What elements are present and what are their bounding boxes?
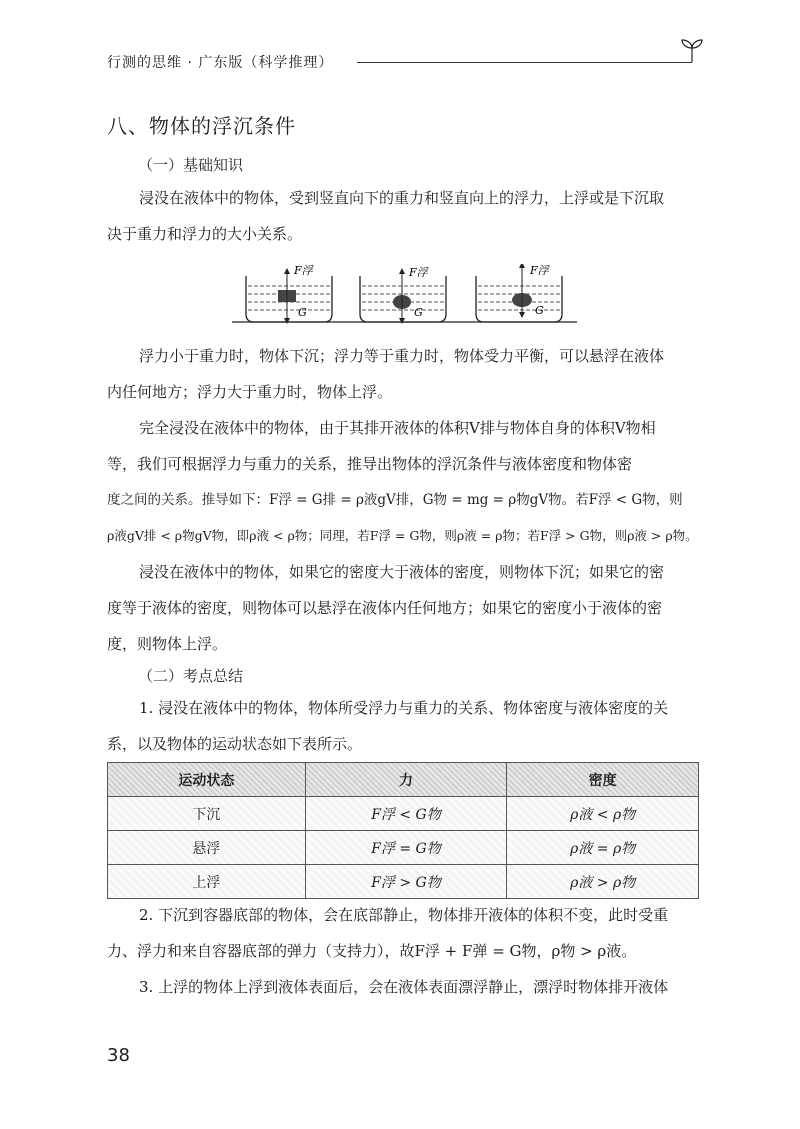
text-line: 等，我们可根据浮力与重力的关系，推导出物体的浮沉条件与液体密度和物体密 [107, 455, 633, 473]
label-buoyant-force-2: F浮 [409, 266, 428, 279]
table-header-cell: 密度 [507, 763, 699, 797]
page-number: 38 [107, 1045, 130, 1066]
paragraph-5 [107, 690, 703, 762]
table-header-cell: 运动状态 [108, 763, 306, 797]
subsection-basic-knowledge: （一）基础知识 [138, 156, 244, 174]
text-line: 度等于液体的密度，则物体可以悬浮在液体内任何地方；如果它的密度小于液体的密 [107, 599, 663, 617]
header-title: 行测的思维 · 广东版（科学推理） [107, 55, 334, 71]
running-header [107, 50, 719, 80]
paragraph-2 [107, 338, 703, 410]
text-line: 度，则物体上浮。 [107, 635, 228, 653]
paragraph-4 [107, 554, 703, 662]
label-gravity-1: G [298, 306, 307, 319]
text-line: 决于重力和浮力的大小关系。 [107, 225, 303, 243]
beaker-floating-up [476, 264, 562, 322]
table-header-cell: 力 [305, 763, 507, 797]
text-line: 浸没在液体中的物体，如果它的密度大于液体的密度，则物体下沉；如果它的密 [139, 563, 665, 581]
table-row [108, 797, 699, 831]
label-buoyant-force-3: F浮 [530, 264, 549, 277]
table-cell: 悬浮 [108, 831, 306, 865]
paragraph-3 [107, 410, 703, 554]
table-header-row [108, 763, 699, 797]
table-cell: F浮 = G物 [305, 831, 507, 865]
table-cell: 上浮 [108, 865, 306, 899]
text-line: 3. 上浮的物体上浮到液体表面后，会在液体表面漂浮静止，漂浮时物体排开液体 [139, 978, 669, 996]
beaker-suspended [360, 268, 446, 324]
label-gravity-2: G [414, 306, 423, 319]
text-line: 浮力小于重力时，物体下沉；浮力等于重力时，物体受力平衡，可以悬浮在液体 [139, 347, 665, 365]
beaker-sinking [246, 268, 332, 324]
table-row [108, 865, 699, 899]
sprout-icon [677, 36, 707, 66]
label-gravity-3: G [535, 304, 544, 317]
text-line: 完全浸没在液体中的物体，由于其排开液体的体积V排与物体自身的体积V物相 [139, 419, 656, 437]
text-line: ρ液gV排 < ρ物gV物，即ρ液 < ρ物；同理，若F浮 = G物，则ρ液 = ρ物；若F浮 > G物，则ρ液 > ρ物。 [107, 528, 698, 543]
paragraph-7 [107, 969, 703, 1005]
table-cell: 下沉 [108, 797, 306, 831]
text-line: 1. 浸没在液体中的物体，物体所受浮力与重力的关系、物体密度与液体密度的关 [139, 699, 669, 717]
section-title: 八、物体的浮沉条件 [107, 114, 296, 138]
paragraph-1 [107, 180, 703, 252]
subsection-key-points: （二）考点总结 [138, 667, 244, 685]
text-line: 系，以及物体的运动状态如下表所示。 [107, 735, 363, 753]
table-cell: F浮 < G物 [305, 797, 507, 831]
text-line: 2. 下沉到容器底部的物体，会在底部静止，物体排开液体的体积不变，此时受重 [139, 906, 669, 924]
text-line: 内任何地方；浮力大于重力时，物体上浮。 [107, 383, 393, 401]
buoyancy-figure [232, 264, 577, 332]
paragraph-6 [107, 897, 703, 969]
table-cell: ρ液 = ρ物 [507, 831, 699, 865]
label-buoyant-force-1: F浮 [294, 264, 313, 277]
table-cell: ρ液 > ρ物 [507, 865, 699, 899]
text-line: 度之间的关系。推导如下：F浮 = G排 = ρ液gV排，G物 = mg = ρ物gV物。若F浮 < G物，则 [107, 492, 683, 508]
table-cell: ρ液 < ρ物 [507, 797, 699, 831]
table-row [108, 831, 699, 865]
buoyancy-conditions-table [107, 762, 699, 899]
text-line: 浸没在液体中的物体，受到竖直向下的重力和竖直向上的浮力，上浮或是下沉取 [139, 189, 665, 207]
table-cell: F浮 > G物 [305, 865, 507, 899]
header-rule [357, 62, 692, 63]
text-line: 力、浮力和来自容器底部的弹力（支持力），故F浮 + F弹 = G物，ρ物 > ρ液。 [107, 942, 637, 960]
